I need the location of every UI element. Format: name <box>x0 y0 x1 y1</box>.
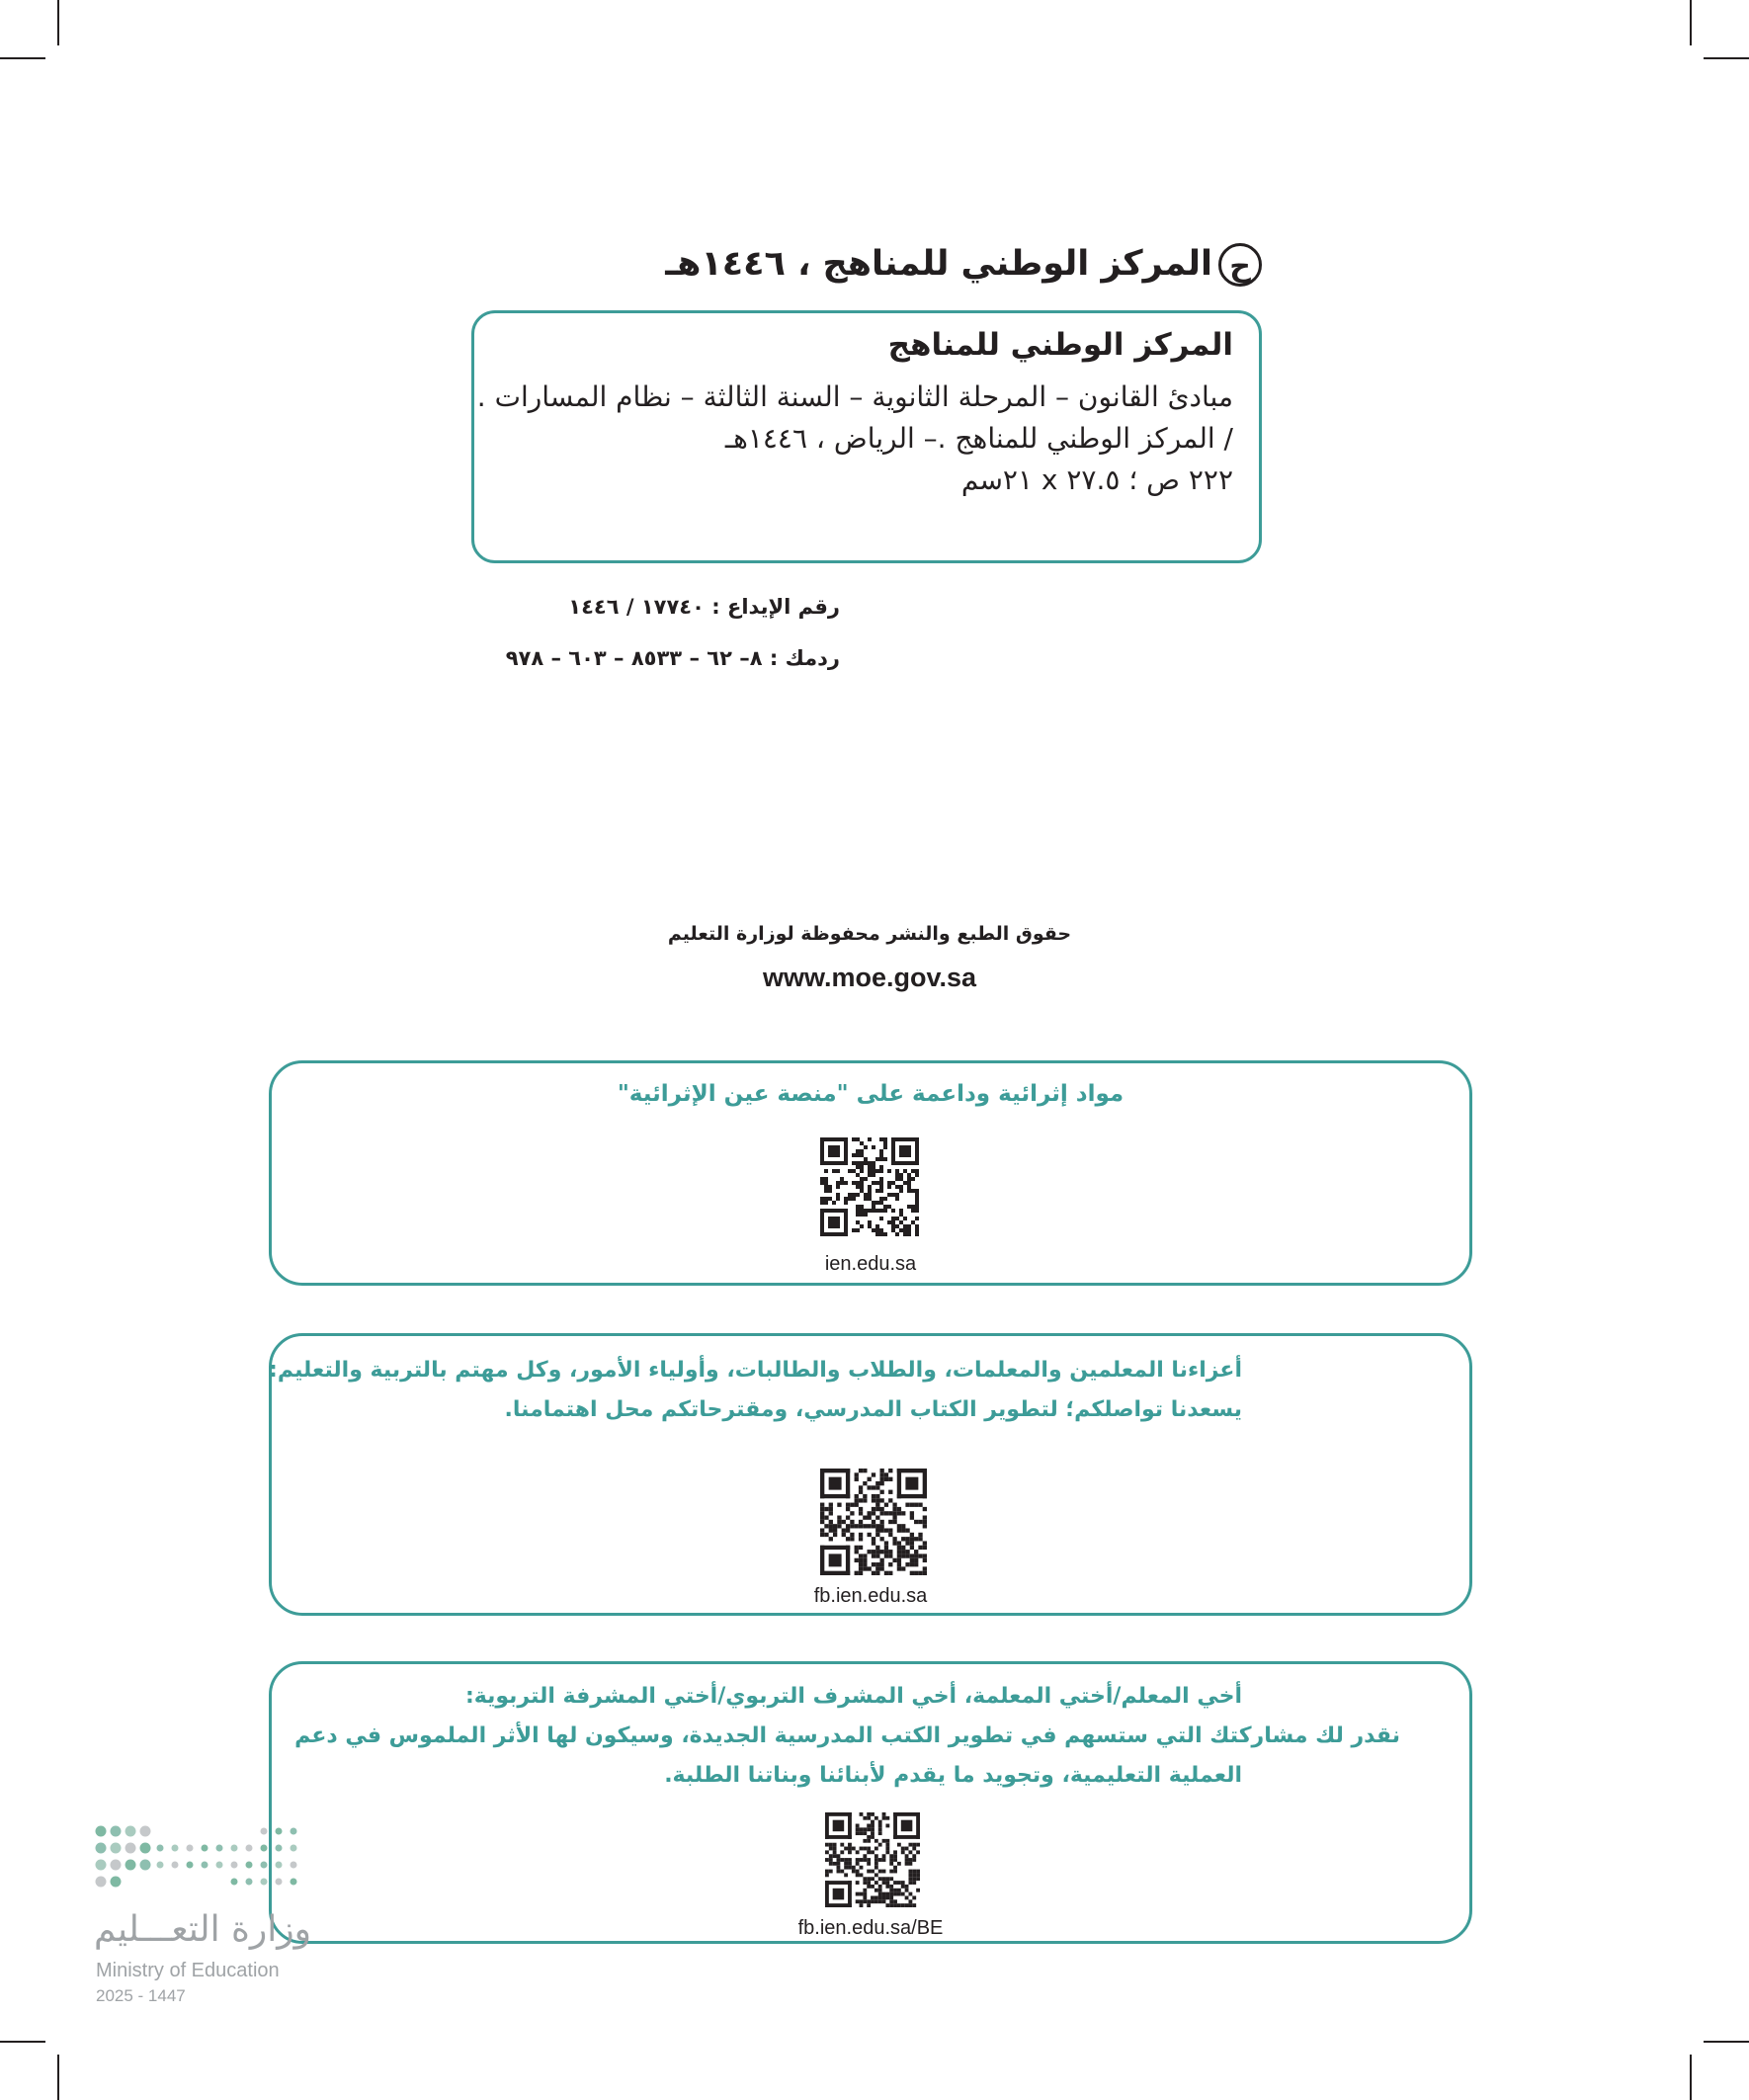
qr-code-icon[interactable] <box>820 1137 919 1236</box>
rights-notice: حقوق الطبع والنشر محفوظة لوزارة التعليم <box>667 923 1072 945</box>
panel-text: يسعدنا تواصلكم؛ لتطوير الكتاب المدرسي، ومقترحاتكم محل اهتمامنا. <box>504 1397 1242 1422</box>
website-link[interactable]: www.moe.gov.sa <box>762 963 977 992</box>
logo-dot <box>172 1862 179 1869</box>
crop-mark <box>0 2041 45 2043</box>
crop-mark <box>1690 2055 1692 2100</box>
catalog-line: ٢٢٢ ص ؛ ٢٧.٥ x ٢١سم <box>960 463 1233 496</box>
logo-dot <box>216 1862 223 1869</box>
logo-dot <box>291 1879 297 1886</box>
crop-mark <box>1690 0 1692 45</box>
logo-dot <box>172 1845 179 1852</box>
panel-text: نقدر لك مشاركتك التي ستسهم في تطوير الكتب المدرسية الجديدة، وسيكون لها الأثر الملموس في دعم <box>294 1723 1400 1748</box>
copyright-text: المركز الوطني للمناهج ، ١٤٤٦هـ <box>665 244 1212 284</box>
logo-dot <box>140 1826 151 1837</box>
panel-text: أعزاءنا المعلمين والمعلمات، والطلاب والطالبات، وأولياء الأمور، وكل مهتم بالتربية والتعليم: <box>269 1358 1242 1383</box>
logo-dot <box>187 1862 194 1869</box>
logo-dot <box>111 1877 122 1888</box>
logo-dot <box>125 1826 136 1837</box>
enrichment-panel <box>269 1060 1472 1286</box>
logo-dot <box>261 1845 268 1852</box>
logo-dot <box>291 1862 297 1869</box>
logo-arabic: وزارة التعـــليم <box>94 1909 312 1950</box>
copyright-line <box>471 243 1262 287</box>
logo-dot <box>96 1826 107 1837</box>
logo-dot <box>246 1845 253 1852</box>
logo-dot <box>140 1843 151 1854</box>
logo-english: Ministry of Education <box>96 1960 280 1981</box>
logo-dot <box>111 1826 122 1837</box>
logo-dot <box>125 1843 136 1854</box>
logo-dot <box>216 1845 223 1852</box>
logo-dot <box>157 1862 164 1869</box>
isbn: ردمك : ٨– ٦٢ – ٨٥٣٣ – ٦٠٣ – ٩٧٨ <box>505 646 840 670</box>
logo-dot <box>261 1828 268 1835</box>
logo-dot <box>96 1877 107 1888</box>
logo-year: 2025 - 1447 <box>96 1986 186 2005</box>
panel-url[interactable]: fb.ien.edu.sa/BE <box>797 1917 944 1939</box>
logo-dot <box>276 1862 283 1869</box>
teacher-panel <box>269 1661 1472 1944</box>
logo-dot <box>231 1879 238 1886</box>
qr-code-icon[interactable] <box>825 1812 920 1907</box>
logo-dot <box>125 1860 136 1871</box>
logo-dot <box>202 1845 208 1852</box>
logo-dot <box>276 1845 283 1852</box>
logo-dot <box>231 1862 238 1869</box>
panel-url[interactable]: ien.edu.sa <box>824 1253 917 1275</box>
catalog-line: / المركز الوطني للمناهج .– الرياض ، ١٤٤٦هـ <box>724 422 1233 455</box>
crop-mark <box>57 2055 59 2100</box>
feedback-panel <box>269 1333 1472 1616</box>
logo-dot <box>276 1879 283 1886</box>
logo-dot <box>291 1845 297 1852</box>
logo-dot <box>157 1845 164 1852</box>
logo-dot <box>140 1860 151 1871</box>
panel-text: أخي المعلم/أختي المعلمة، أخي المشرف التربوي/أختي المشرفة التربوية: <box>464 1684 1242 1709</box>
crop-mark <box>1704 57 1749 59</box>
logo-dot <box>246 1879 253 1886</box>
logo-dot <box>111 1860 122 1871</box>
logo-dot <box>96 1860 107 1871</box>
panel-url[interactable]: fb.ien.edu.sa <box>813 1585 928 1607</box>
logo-dot <box>261 1879 268 1886</box>
crop-mark <box>57 0 59 45</box>
panel-text: العملية التعليمية، وتجويد ما يقدم لأبنائنا وبناتنا الطلبة. <box>664 1763 1242 1788</box>
logo-dot <box>261 1862 268 1869</box>
ministry-logo-dots-icon <box>95 1823 312 1902</box>
crop-mark <box>0 57 45 59</box>
crop-mark <box>1704 2041 1749 2043</box>
panel-text: مواد إثرائية وداعمة على "منصة عين الإثرائية" <box>617 1081 1124 1107</box>
logo-dot <box>231 1845 238 1852</box>
qr-code-icon[interactable] <box>820 1469 927 1575</box>
logo-dot <box>202 1862 208 1869</box>
logo-dot <box>187 1845 194 1852</box>
logo-dot <box>111 1843 122 1854</box>
cataloging-box <box>471 310 1262 563</box>
logo-dot <box>276 1828 283 1835</box>
logo-dot <box>291 1828 297 1835</box>
catalog-line: مبادئ القانون – المرحلة الثانوية – السنة الثالثة – نظام المسارات . <box>476 380 1233 413</box>
logo-dot <box>96 1843 107 1854</box>
deposit-number: رقم الإيداع : ١٧٧٤٠ / ١٤٤٦ <box>568 595 840 619</box>
copyright-symbol: ح <box>1218 243 1262 287</box>
catalog-title: المركز الوطني للمناهج <box>887 327 1233 363</box>
logo-dot <box>246 1862 253 1869</box>
